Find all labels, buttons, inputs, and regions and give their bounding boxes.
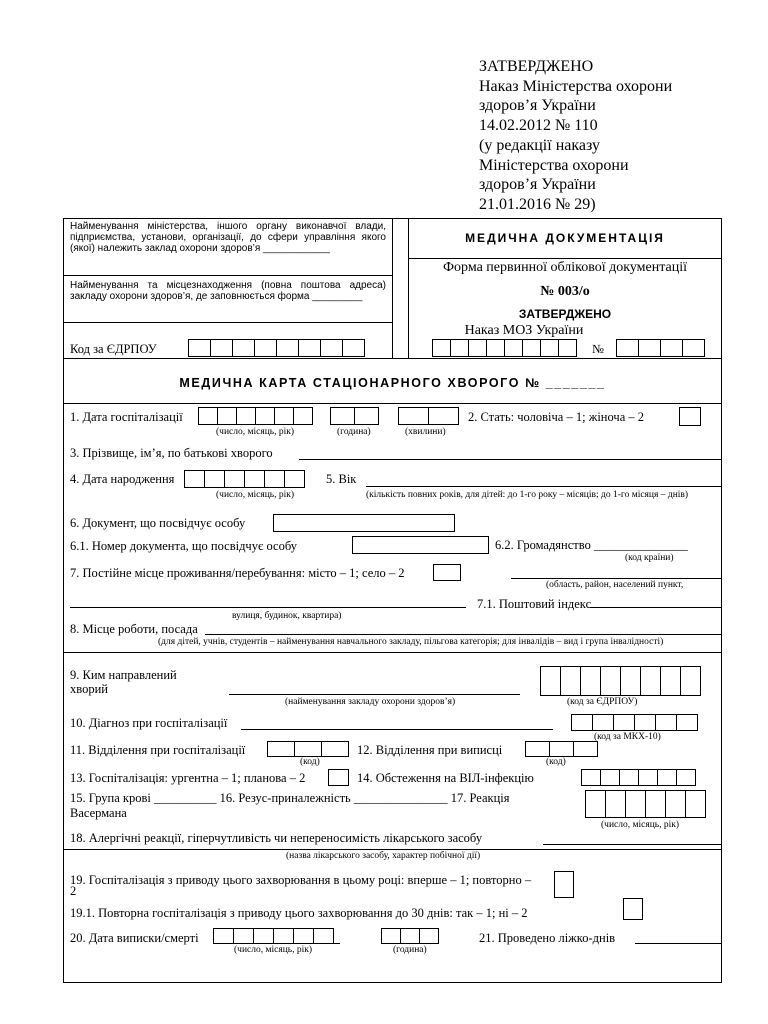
approval-line: Наказ Міністерства охорони	[479, 77, 673, 95]
approval-block	[479, 57, 672, 215]
approval-line: (у редакції наказу	[479, 136, 600, 154]
moz-order: Наказ МОЗ України	[464, 323, 584, 338]
field-12-label: 12. Відділення при виписці	[357, 743, 503, 757]
approval-line: ЗАТВЕРДЖЕНО	[479, 58, 594, 75]
hospitalization-hour-cells[interactable]	[330, 407, 379, 425]
field-3-label: 3. Прізвище, ім’я, по батькові хворого	[70, 446, 273, 460]
field-18-hint: (назва лікарського засобу, характер побічної дії)	[286, 851, 481, 861]
edrpou-code-cells[interactable]	[188, 339, 365, 357]
field-11-hint: (код)	[300, 757, 320, 767]
field-21-label: 21. Проведено ліжко-днів	[479, 931, 616, 945]
referrer-line[interactable]	[229, 694, 520, 695]
patient-name-line[interactable]	[299, 459, 721, 460]
field-62-hint: (код країни)	[625, 553, 674, 563]
icd10-code-cells[interactable]	[571, 714, 698, 731]
approved-label: ЗАТВЕРДЖЕНО	[518, 307, 612, 321]
referrer-code-cells[interactable]	[540, 666, 701, 696]
field-1-date-hint: (число, місяць, рік)	[216, 427, 295, 437]
field-20-date-hint: (число, місяць, рік)	[234, 945, 313, 955]
field-7-label: 7. Постійне місце проживання/перебування: місто – 1; село – 2	[70, 566, 405, 580]
field-8-label: 8. Місце роботи, посада	[70, 622, 198, 636]
field-4-label: 4. Дата народження	[70, 472, 175, 486]
field-15-label: 15. Група крові __________ 16. Резус-приналежність _______________ 17. Реакція	[70, 791, 510, 805]
field-7-hint2: вулиця, будинок, квартира)	[232, 611, 342, 621]
field-10-label: 10. Діагноз при госпіталізації	[70, 716, 228, 730]
field-1-minute-hint: (хвилини)	[405, 427, 446, 437]
section-divider-8	[63, 652, 722, 653]
field-8-hint: (для дітей, учнів, студентів – найменування навчального закладу, пільгова категорія; для інвалідів – вид і група інвалідності)	[158, 637, 664, 647]
order-date-cells[interactable]	[432, 339, 577, 357]
field-20-underline	[213, 943, 340, 944]
field-1-hour-hint: (година)	[337, 427, 371, 437]
field-19-label-line1: 19. Госпіталізація з приводу цього захворювання в цьому році: вперше – 1; повторно –	[70, 873, 532, 887]
approval-line: здоров’я України	[479, 176, 596, 194]
approval-line: 21.01.2016 № 29)	[479, 195, 596, 213]
header-hline-right	[408, 258, 722, 259]
hiv-test-date-cells[interactable]	[581, 769, 696, 786]
ministry-text: Найменування міністерства, іншого органу виконавчої влади, підприємства, установи, організації, до сфери управління якого (якої) належить заклад охорони здоров’я ____________	[70, 221, 386, 254]
hospitalization-date-cells[interactable]	[198, 407, 313, 425]
approval-line: здоров’я України	[479, 97, 596, 115]
field-12-hint: (код)	[546, 757, 566, 767]
field-1-label: 1. Дата госпіталізації	[70, 410, 183, 424]
field-10-hint: (код за МКХ-10)	[594, 732, 661, 742]
field-20-label: 20. Дата виписки/смерті	[70, 931, 199, 945]
first-time-code-box[interactable]	[554, 871, 574, 898]
field-5-label: 5. Вік	[326, 472, 357, 486]
document-box[interactable]	[273, 514, 455, 532]
age-line[interactable]	[366, 486, 721, 487]
field-191-label: 19.1. Повторна госпіталізація з приводу цього захворювання до 30 днів: так – 1; ні – 2	[70, 906, 528, 920]
form-number: № 003/о	[540, 284, 590, 299]
field-20-hour-hint: (година)	[393, 945, 427, 955]
field-7-hint1: (область, район, населений пункт,	[546, 580, 684, 590]
header-vline-left	[392, 218, 393, 358]
field-19-label-line2: 2	[70, 884, 77, 898]
field-71-label: 7.1. Поштовий індекс	[477, 597, 592, 611]
field-9-label-line2: хворий	[70, 682, 108, 696]
bed-days-line[interactable]	[635, 943, 721, 944]
field-11-label: 11. Відділення при госпіталізації	[70, 743, 246, 757]
field-6-label: 6. Документ, що посвідчує особу	[70, 516, 246, 530]
field-61-label: 6.1. Номер документа, що посвідчує особу	[70, 539, 297, 553]
discharge-hour-cells[interactable]	[381, 928, 439, 944]
discharge-department-cells[interactable]	[525, 741, 598, 757]
approval-line: 14.02.2012 № 110	[479, 117, 598, 135]
order-number-cells[interactable]	[616, 339, 705, 357]
section-divider-18	[63, 849, 722, 850]
diagnosis-line[interactable]	[241, 729, 553, 730]
postal-index-line[interactable]	[590, 607, 721, 608]
field-13-label: 13. Госпіталізація: ургентна – 1; планова – 2	[70, 771, 306, 785]
title-bottom-line	[63, 403, 722, 404]
field-9-label-line1: 9. Ким направлений	[70, 668, 177, 682]
admission-department-cells[interactable]	[267, 741, 349, 757]
document-number-box[interactable]	[352, 536, 489, 554]
approval-line: Міністерства охорони	[479, 156, 629, 174]
hospitalization-type-box[interactable]	[328, 769, 349, 786]
field-9-code-hint: (код за ЄДРПОУ)	[567, 697, 638, 707]
form-primary-label: Форма первинної облікової документації	[442, 260, 688, 275]
residence-line[interactable]	[511, 578, 721, 579]
field-4-hint: (число, місяць, рік)	[216, 490, 295, 500]
field-18-label: 18. Алергічні реакції, гіперчутливість чи непереносимість лікарського засобу	[70, 831, 483, 845]
field-62-label: 6.2. Громадянство _______________	[495, 538, 688, 552]
sex-code-box[interactable]	[679, 407, 701, 426]
header-hline-left2	[63, 322, 392, 323]
field-14-label: 14. Обстеження на ВІЛ-інфекцію	[357, 771, 534, 785]
header-bottom-line	[63, 358, 722, 359]
repeat-30-days-box[interactable]	[623, 898, 643, 920]
address-text: Найменування та місцезнаходження (повна поштова адреса) закладу охорони здоров’я, де заповнюється форма _________	[70, 280, 386, 302]
hospitalization-minute-cells[interactable]	[398, 407, 459, 425]
med-doc-heading: МЕДИЧНА ДОКУМЕНТАЦІЯ	[465, 231, 665, 245]
field-5-hint: (кількість повних років, для дітей: до 1-го року – місяців; до 1-го місяця – днів)	[366, 490, 689, 500]
field-2-label: 2. Стать: чоловіча – 1; жіноча – 2	[468, 410, 645, 424]
edrpou-label: Код за ЄДРПОУ	[70, 342, 157, 356]
discharge-date-cells[interactable]	[213, 928, 334, 944]
card-title: МЕДИЧНА КАРТА СТАЦІОНАРНОГО ХВОРОГО № _______	[179, 376, 606, 390]
wasserman-date-cells[interactable]	[585, 790, 706, 818]
allergy-line[interactable]	[543, 844, 721, 845]
field-17-hint: (число, місяць, рік)	[601, 820, 680, 830]
header-hline-left	[63, 275, 392, 276]
birth-date-cells[interactable]	[184, 470, 305, 488]
order-number-sign: №	[592, 342, 604, 356]
field-9-hint: (найменування закладу охорони здоров’я)	[285, 697, 456, 707]
residence-line2[interactable]	[70, 607, 466, 608]
field-15-line2: Васермана	[70, 806, 127, 820]
work-place-line[interactable]	[205, 634, 721, 635]
residence-code-box[interactable]	[433, 564, 461, 581]
